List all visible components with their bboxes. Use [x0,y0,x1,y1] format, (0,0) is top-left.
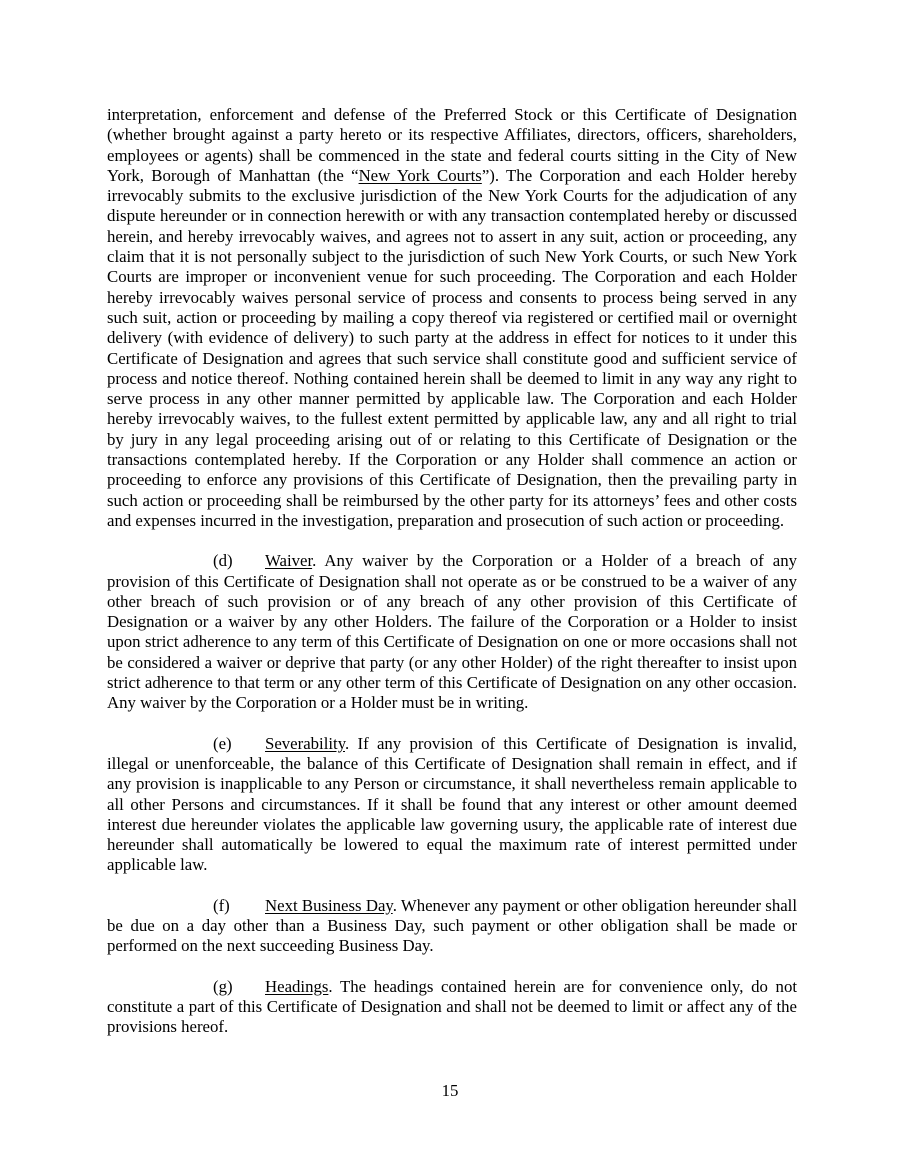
paragraph-g [107,977,797,1038]
paragraph-text: . Whenever any payment or other obligation hereunder shall be due on a day other than a Business Day, such payment or other obligation shall be made or performed on the next succeeding Business Day. [107,895,797,956]
section-number: (f) [213,895,230,915]
paragraph-text: . Any waiver by the Corporation or a Holder of a breach of any provision of this Certificate of Designation shall not operate as or be construed to be a waiver of any other breach of such provision or of any breach of any other provision of this Certificate of Designation or a waiver by any other Holders. The failure of the Corporation or a Holder to insist upon strict adherence to any term of this Certificate of Designation on one or more occasions shall not be considered a waiver or deprive that party (or any other Holder) of the right thereafter to insist upon strict adherence to that term or any other term of this Certificate of Designation on any other occasion. Any waiver by the Corporation or a Holder must be in writing. [107,551,797,713]
section-heading: Headings [265,976,329,996]
section-number: (d) [213,551,233,571]
paragraph-f [107,896,797,957]
page-number: 15 [441,1081,459,1100]
paragraph-text: . If any provision of this Certificate of Designation is invalid, illegal or unenforceable, the balance of this Certificate of Designation shall remain in effect, and if any provision is inapplicable to any Person or circumstance, it shall nevertheless remain applicable to all other Persons and circumstances. If it shall be found that any interest or other amount deemed interest due hereunder violates the applicable law governing usury, the applicable rate of interest due hereunder shall automatically be lowered to equal the maximum rate of interest permitted under applicable law. [107,733,797,875]
paragraph-text: ”). The Corporation and each Holder hereby irrevocably submits to the exclusive jurisdiction of the New York Courts for the adjudication of any dispute hereunder or in connection herewith or with any transaction contemplated hereby or discussed herein, and hereby irrevocably waives, and agrees not to assert in any suit, action or proceeding, any claim that it is not personally subject to the jurisdiction of such New York Courts, or such New York Courts are improper or inconvenient venue for such proceeding. The Corporation and each Holder hereby irrevocably waives personal service of process and consents to process being served in any such suit, action or proceeding by mailing a copy thereof via registered or certified mail or overnight delivery (with evidence of delivery) to such party at the address in effect for notices to it under this Certificate of Designation and agrees that such service shall constitute good and sufficient service of process and notice thereof. Nothing contained herein shall be deemed to limit in any way any right to serve process in any other manner permitted by applicable law. The Corporation and each Holder hereby irrevocably waives, to the fullest extent permitted by applicable law, any and all right to trial by jury in any legal proceeding arising out of or relating to this Certificate of Designation or the transactions contemplated hereby. If the Corporation or any Holder shall commence an action or proceeding to enforce any provisions of this Certificate of Designation, then the prevailing party in such action or proceeding shall be reimbursed by the other party for its attorneys’ fees and other costs and expenses incurred in the investigation, preparation and prosecution of such action or proceeding. [107,165,797,530]
page-body [107,105,797,1037]
section-number: (e) [213,733,232,753]
paragraph-text: interpretation, enforcement and defense of the Preferred Stock or this Certificate of Designation (whether brought against a party hereto or its respective Affiliates, directors, officers, shareholders, employees or agents) shall be commenced in the state and federal courts sitting in the City of New York, Borough of Manhattan (the “ [107,105,797,185]
section-heading: Next Business Day [265,895,393,915]
paragraph-text: . The headings contained herein are for convenience only, do not constitute a part of this Certificate of Designation and shall not be deemed to limit or affect any of the provisions hereof. [107,976,797,1037]
section-number: (g) [213,976,233,996]
paragraph-d [107,551,797,713]
paragraph-e [107,734,797,876]
section-heading: Severability [265,733,345,753]
paragraph-c-continuation [107,105,797,531]
section-heading: Waiver [265,551,313,571]
defined-term: New York Courts [358,165,482,185]
